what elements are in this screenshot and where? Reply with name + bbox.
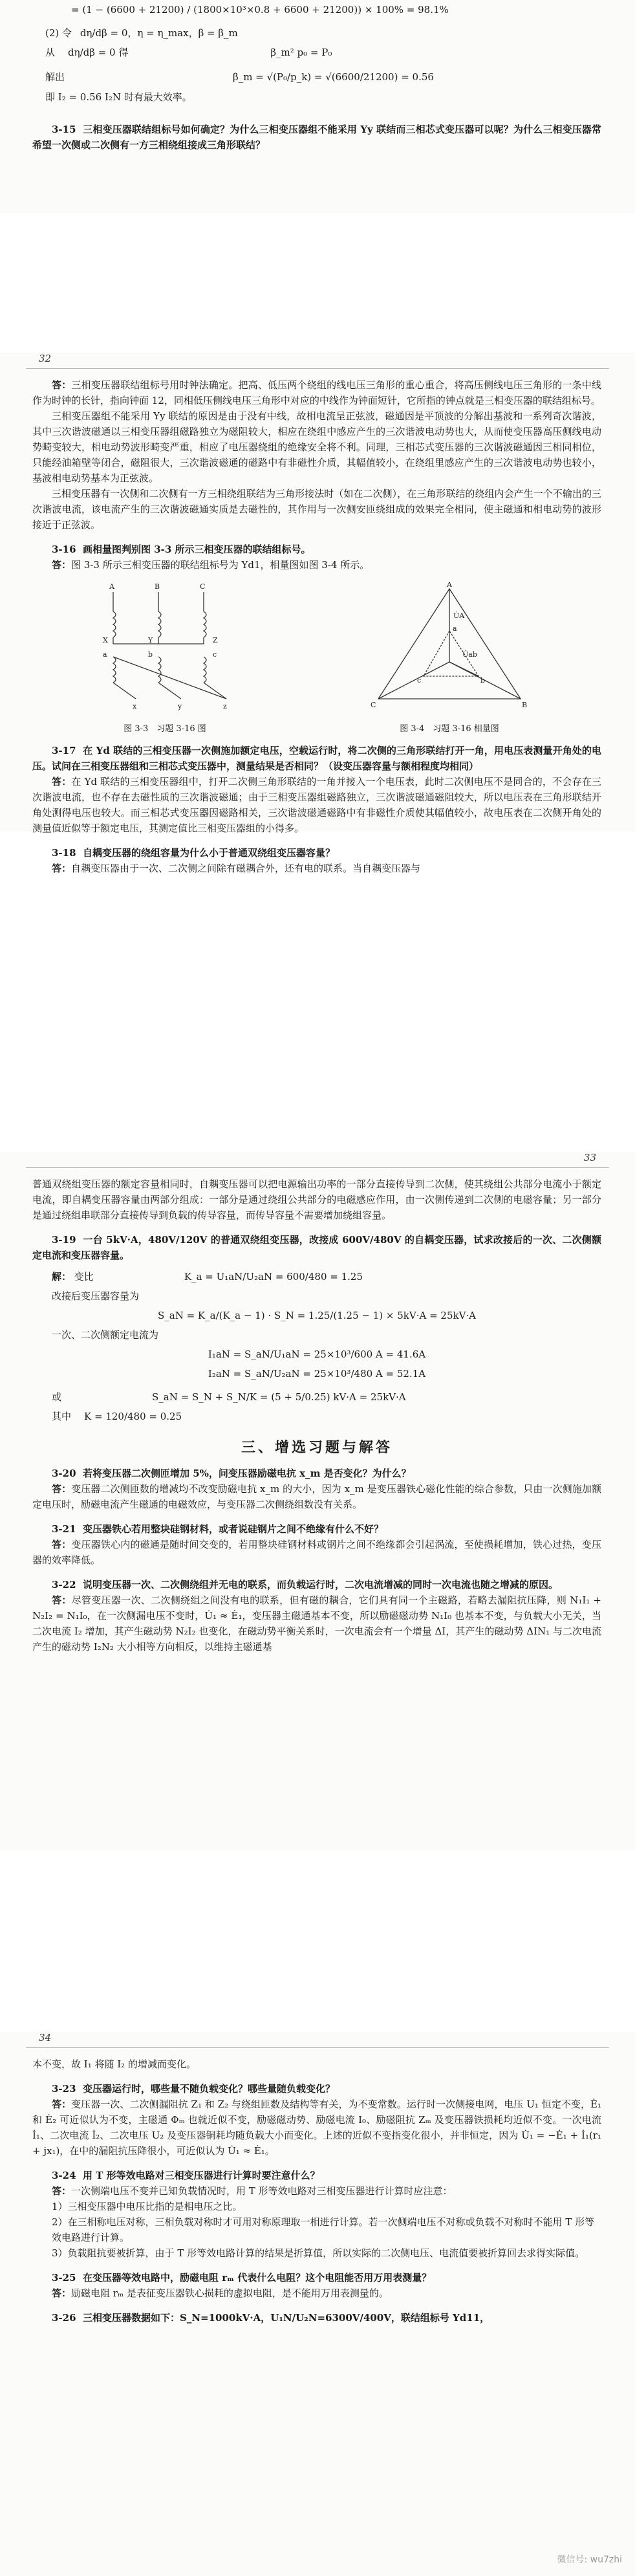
equation-from: 从 dη/dβ = 0 得 β_m² p₀ = P₀	[45, 47, 332, 58]
solution-3-19-ratio: 解： 变比 K_a = U₁aN/U₂aN = 600/480 = 1.25	[52, 1271, 363, 1282]
svg-text:a: a	[103, 650, 107, 659]
answer-3-24-item: 1）三相变压器中电压比指的是相电压之比。	[52, 2201, 242, 2212]
svg-text:b: b	[148, 650, 153, 659]
answer-3-15-p3: 三相变压器有一次侧和二次侧有一方三相绕组联结为三角形接法时（如在二次侧），在三角形联结的绕组内会产生一个不输出的三次谐波电流，该电流产生的三次谐波磁通实质是去磁性的，其作用与一次侧安匝绕组成的效果完全相同，使主磁通和相电动势的波形接近于正弦波。	[32, 488, 601, 531]
phasor-diagram	[352, 579, 546, 715]
watermark: 微信号: wu7zhi	[557, 2555, 622, 2565]
page-rule	[26, 2047, 609, 2048]
page-number: 34	[39, 2032, 52, 2043]
solution-3-19-cap-label: 改接后变压器容量为	[52, 1290, 140, 1302]
svg-text:X: X	[103, 636, 108, 644]
answer-3-23: 答：变压器一次、二次侧漏阻抗 Z₁ 和 Z₂ 与绕组匝数及结构等有关，为不变常数。运行时一次侧接电网，电压 U₁ 恒定不变，Ė₁ 和 Ė₂ 可近似认为不变，主磁通 Φₘ 也就近似不变，励磁磁动势、励磁电流 I₀、励磁阻抗 Zₘ 及变压器铁损耗均近似不变。一次电流 İ₁、二次电流 İ₂、二次电压 U₂ 及变压器铜耗均随负载大小而变化。上述的近似不变指变化很小，并非恒定，因为 U̇₁ = −Ė₁ + İ₁(r₁ + jx₁)，在中的漏阻抗压降很小，可近似认为 U̇₁ ≈ Ė₁。	[32, 2098, 601, 2157]
equation-condition: (2) 令 dη/dβ = 0，η = η_max，β = β_m	[45, 27, 238, 39]
solution-3-19-i1: I₁aN = S_aN/U₁aN = 25×10³/600 A = 41.6A	[208, 1349, 426, 1360]
page-33	[0, 1152, 635, 1851]
svg-text:B: B	[522, 701, 528, 709]
svg-text:y: y	[178, 702, 182, 710]
figure-row	[32, 579, 601, 734]
equation-efficiency: = (1 − (6600 + 21200) / (1800×10³×0.8 + 6600 + 21200)) × 100% = 98.1%	[71, 4, 449, 16]
solution-3-19-alt: 或 S_aN = S_N + S_N/K = (5 + 5/0.25) kV·A = 25kV·A	[52, 1391, 406, 1403]
section-title: 三、增选习题与解答	[241, 1440, 393, 1456]
figure-3-3-caption: 图 3-3 习题 3-16 图	[124, 724, 206, 734]
answer-3-24-item: 2）在三相称电压对称，三相负载对称时才可用对称原理取一相进行计算。若一次侧端电压不对称或负载不对称时不能用 T 形等效电路进行计算。	[52, 2216, 595, 2243]
answer-3-20: 答：变压器二次侧匝数的增减均不改变励磁电抗 x_m 的大小，因为 x_m 是变压器铁心磁化性能的综合参数，只由一次侧施加额定电压时，励磁电流产生磁通的电磁效应，与变压器二次侧绕组数没有关系。	[32, 1483, 601, 1510]
svg-text:z: z	[223, 702, 227, 710]
question-3-17: 3-17 在 Yd 联结的三相变压器一次侧施加额定电压，空载运行时，将二次侧的三角形联结打开一角，用电压表测量开角处的电压。试问在三相变压器组和三相芯式变压器中，测量结果是否相同？（设变压器容量与额相程度均相同）	[32, 745, 601, 772]
page-number: 33	[583, 1152, 596, 1163]
answer-3-24-item: 3）负载阻抗要被折算，由于 T 形等效电路计算的结果是折算值，所以实际的二次侧电压、电流值要被折算回去求得实际值。	[52, 2247, 585, 2259]
svg-text:U̇A: U̇A	[453, 611, 465, 620]
svg-text:b: b	[480, 676, 486, 685]
solution-3-19-cur-label: 一次、二次侧额定电流为	[52, 1329, 159, 1341]
svg-text:a: a	[453, 624, 457, 633]
winding-diagram	[87, 579, 242, 715]
svg-text:c: c	[417, 676, 422, 685]
question-3-23: 3-23 变压器运行时，哪些量不随负载变化？哪些量随负载变化？	[52, 2083, 336, 2095]
answer-3-22: 答：尽管变压器一次、二次侧绕组之间没有电的联系，但有磁的耦合，它们具有同一个主磁路，若略去漏阻抗压降，则 N₁I₁ + N₂I₂ = N₁I₀，在一次侧漏电压不变时，U̇₁ ≈ Ė₁，变压器主磁通基本不变，所以励磁磁动势 N₁I₀ 也基本不变，与负载大小无关，当二次电流 I₂ 增加，其产生磁动势 N₂I₂ 也变化，在磁动势平衡关系时，一次电流会有一个增量 ΔI，其产生的磁动势 ΔIN₁ 与二次电流产生的磁动势 I₂N₂ 大小相等方向相反，以维持主磁通基	[32, 1594, 601, 1653]
svg-text:c: c	[213, 650, 217, 659]
svg-text:C: C	[371, 701, 376, 709]
page-number: 32	[39, 353, 52, 364]
question-3-21: 3-21 变压器铁心若用整块硅钢材料，或者说硅钢片之间不绝缘有什么不好？	[52, 1523, 384, 1535]
svg-text:A: A	[109, 582, 114, 591]
answer-3-24: 答：一次侧端电压不变并已知负载情况时，用 T 形等效电路对三相变压器进行计算时应注意：	[52, 2185, 453, 2197]
svg-text:U̇ab: U̇ab	[462, 650, 477, 659]
answer-3-17: 答：在 Yd 联结的三相变压器组中，打开二次侧三角形联结的一角并接入一个电压表，此时二次侧电压不是同合的，不会存在三次谐波电流，也不存在去磁性质的三次谐波磁通；由于三相变压器组磁路独立，三次谐波磁通磁阻较大，所以电压表在三角形联结开角处测得电压也较大。而三相芯式变压器因磁路相关，三次谐波磁通磁路中有非磁性介质使其幅值较小，故电压表在二次侧开角处的测量值近似等于额定电压，其测定值比三相变压器组的小得多。	[32, 776, 601, 834]
answer-3-18-cont: 普通双绕组变压器的额定容量相同时，自耦变压器可以把电源输出功率的一部分直接传导到二次侧，使其绕组公共部分电流小于额定电流，即自耦变压器容量由两部分组成：一部分是通过绕组公共部分的电磁感应作用，由一次侧传递到二次侧的电磁容量；另一部分是通过绕组串联部分直接传导到负载的传导容量，而传导容量不需要增加绕组容量。	[32, 1178, 601, 1221]
solution-3-19-cap: S_aN = K_a/(K_a − 1) · S_N = 1.25/(1.25 − 1) × 5kV·A = 25kV·A	[157, 1310, 477, 1321]
svg-text:Y: Y	[148, 636, 153, 644]
question-3-16: 3-16 画相量图判别图 3-3 所示三相变压器的联结组标号。	[52, 544, 311, 555]
page-32	[0, 353, 635, 874]
question-3-20: 3-20 若将变压器二次侧匝增加 5%，问变压器励磁电抗 x_m 是否变化？为什么？	[52, 1468, 411, 1479]
question-3-22: 3-22 说明变压器一次、二次侧绕组并无电的联系，而负载运行时，二次电流增减的同时一次电流也随之增减的原因。	[52, 1579, 559, 1591]
answer-3-21: 答：变压器铁心内的磁通是随时间交变的，若用整块硅钢材料或钢片之间不绝缘都会引起涡流，至使损耗增加，铁心过热，变压器的效率降低。	[32, 1539, 601, 1566]
svg-text:Z: Z	[213, 636, 218, 644]
answer-3-15-p2: 三相变压器组不能采用 Yy 联结的原因是由于没有中线，故相电流呈正弦波，磁通因是平顶波的分解出基波和一系列奇次谐波，其中三次谐波磁通以三相变压器组磁路独立为磁阻较大，相应在绕组中感应产生的三次谐波电动势也大，从而使变压器高压侧线电动势畸变较大，相电动势波形畸变严重，相应了电压器绕组的绝缘安全将不利。同理，三相芯式变压器的三次谐波磁通因三相同相位，只能经油箱壁等闭合，磁阻很大，三次谐波磁通的磁路中有非磁性介质，其幅值较小，在绕组里感应产生的三次谐波电动势也较小，基波相电动势基本为正弦波。	[32, 410, 601, 484]
question-3-15: 3-15 三相变压器联结组标号如何确定？为什么三相变压器组不能采用 Yy 联结而三相芯式变压器可以呢？为什么三相变压器常希望一次侧或二次侧有一方三相绕组接成三角形联结？	[32, 124, 602, 151]
figure-3-3	[87, 579, 242, 734]
page-rule	[26, 1167, 609, 1168]
question-3-25: 3-25 在变压器等效电路中，励磁电阻 rₘ 代表什么电阻？这个电阻能否用万用表测量？	[52, 2272, 432, 2284]
answer-3-15-p1: 答：三相变压器联结组标号用时钟法确定。把高、低压两个绕组的线电压三角形的重心重合，将高压侧线电压三角形的一条中线作为时钟的长针，指向钟面 12，同相低压侧线电压三角形中对应的中线作为钟面短针，它所指的钟点就是三相变压器的联结组标号。	[32, 379, 601, 406]
page-34	[0, 2032, 635, 2576]
question-3-19: 3-19 一台 5kV·A，480V/120V 的普通双绕组变压器，改接成 600V/480V 的自耦变压器，试求改接后的一次、二次侧额定电流和变压器容量。	[32, 1234, 601, 1261]
question-3-18: 3-18 自耦变压器的绕组容量为什么小于普通双绕组变压器容量？	[52, 847, 336, 859]
svg-text:x: x	[133, 702, 137, 710]
question-3-24: 3-24 用 T 形等效电路对三相变压器进行计算时要注意什么？	[52, 2170, 320, 2181]
page-rule	[26, 368, 609, 369]
page-31-tail	[0, 0, 635, 214]
figure-3-4	[352, 579, 546, 734]
answer-3-18: 答：自耦变压器由于一次、二次侧之间除有磁耦合外，还有电的联系。当自耦变压器与	[52, 863, 421, 874]
svg-text:C: C	[200, 582, 206, 591]
answer-3-22-cont: 本不变，故 I₁ 将随 I₂ 的增减而变化。	[32, 2058, 196, 2070]
solution-3-19-i2: I₂aN = S_aN/U₂aN = 25×10³/480 A = 52.1A	[208, 1368, 426, 1380]
svg-text:A: A	[447, 580, 452, 589]
solution-3-19-where: 其中 K = 120/480 = 0.25	[52, 1411, 182, 1422]
figure-3-4-caption: 图 3-4 习题 3-16 相量图	[400, 724, 499, 734]
question-3-26: 3-26 三相变压器数据如下：S_N=1000kV·A，U₁N/U₂N=6300V/400V，联结组标号 Yd11，	[52, 2312, 490, 2324]
conclusion-text: 即 I₂ = 0.56 I₂N 时有最大效率。	[45, 91, 192, 103]
equation-solve: 解出 β_m = √(P₀/p_k) = √(6600/21200) = 0.56	[45, 71, 434, 83]
svg-text:B: B	[155, 582, 160, 591]
answer-3-25: 答：励磁电阻 rₘ 是表征变压器铁心损耗的虚拟电阻，是不能用万用表测量的。	[52, 2287, 389, 2299]
answer-3-16: 答：图 3-3 所示三相变压器的联结组标号为 Yd1，相量图如图 3-4 所示。	[52, 559, 370, 571]
